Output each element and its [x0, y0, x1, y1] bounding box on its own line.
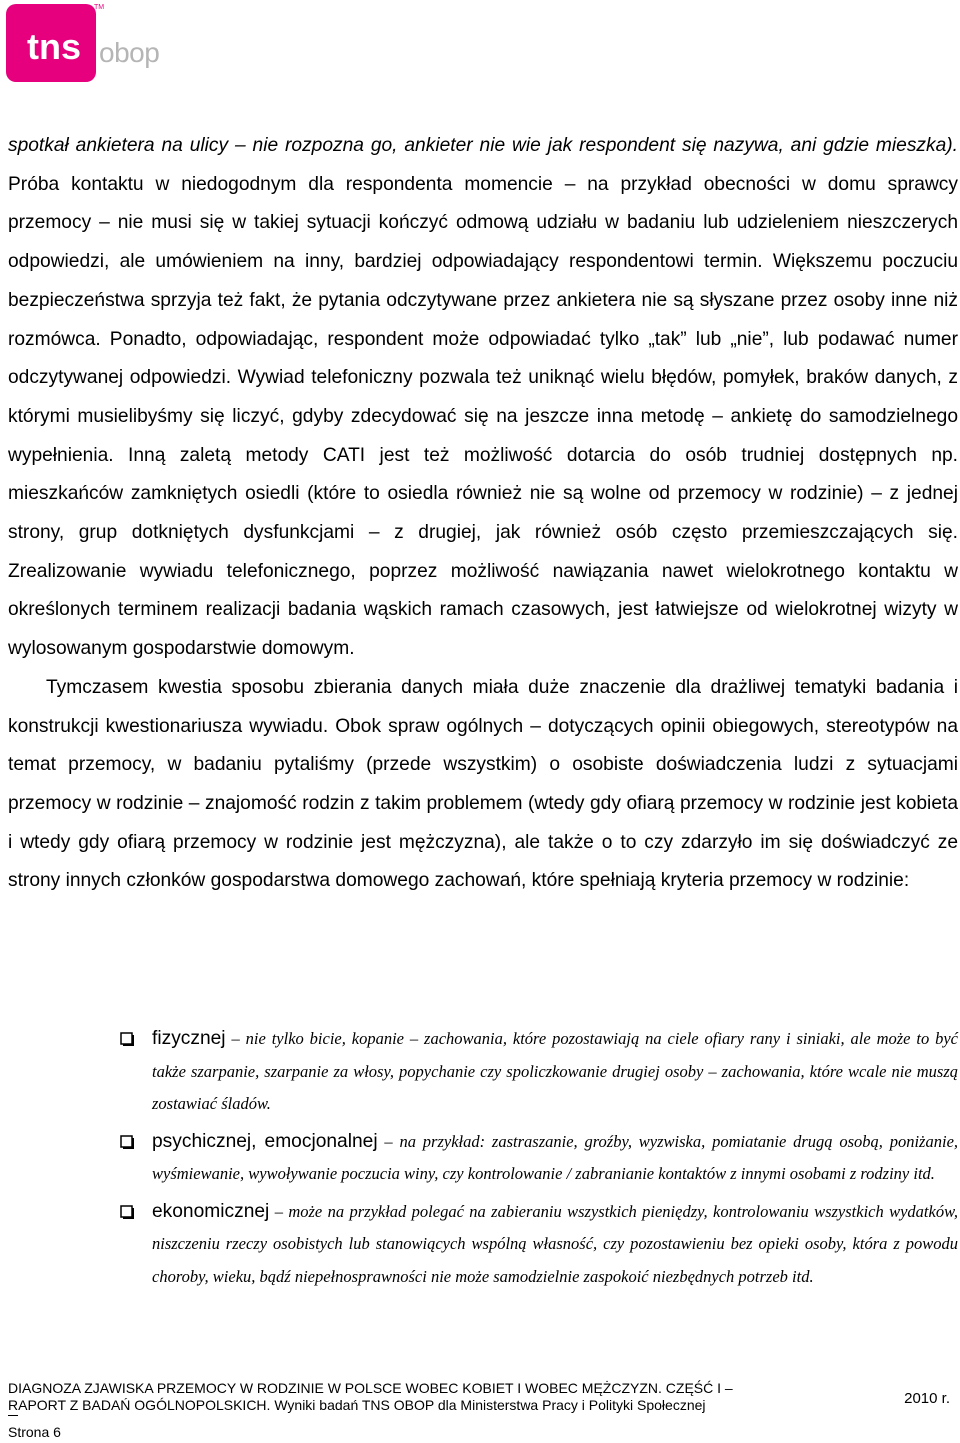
list-item-text: [152, 1126, 958, 1191]
dash-separator: –: [225, 1029, 246, 1048]
document-body: [8, 127, 958, 901]
violence-type-description: nie tylko bicie, kopanie – zachowania, które pozostawiają na ciele ofiary rany i siniaki, ale może to być także szarpanie, szarpanie za włosy, popychanie czy spoliczkowanie drugiej osoby – zachowania, które wcale nie muszą zostawiać śladów.: [152, 1029, 959, 1113]
violence-type-description: na przykład: zastraszanie, groźby, wyzwiska, pomiatanie drugą osobą, poniżanie, wyśmiewanie, wywoływanie poczucia winy, czy kontrolowanie / zabranianie kontaktów z innymi osobami z rodziny itd.: [152, 1131, 959, 1183]
list-item: [120, 1126, 958, 1191]
checkbox-bullet-icon: [120, 1032, 134, 1046]
footer-rule: [8, 1415, 18, 1416]
list-item-text: [152, 1196, 958, 1294]
list-item: [120, 1023, 958, 1121]
dash-separator: –: [377, 1131, 400, 1151]
page-number: Strona 6: [8, 1424, 61, 1440]
list-item-text: [152, 1023, 958, 1121]
svg-text:tns: tns: [27, 26, 81, 67]
paragraph-1-rest: Próba kontaktu w niedogodnym dla respondenta momencie – na przykład obecności w domu sprawcy przemocy – nie musi się w takiej sytuacji kończyć odmową udziału w badaniu lub udzieleniem nieszczerych odpowiedzi, ale umówieniem na inny, bardziej odpowiadający respondentowi termin. Większemu poczuciu bezpieczeństwa sprzyja też fakt, że pytania odczytywane przez ankietera nie są słyszane przez osoby inne niż rozmówca. Ponadto, odpowiadając, respondent może odpowiadać tylko „tak” lub „nie”, lub podawać numer odczytywanej odpowiedzi. Wywiad telefoniczny pozwala też uniknąć wielu błędów, pomyłek, braków danych, z którymi musielibyśmy się liczyć, gdyby zdecydować się na jeszcze inna metodę – ankietę do samodzielnego wypełnienia. Inną zaletą metody CATI jest też możliwość dotarcia do osób trudniej dostępnych np. mieszkańców zamkniętych osiedli (które to osiedla również nie są wolne od przemocy w rodzinie) – z jednej strony, grup dotkniętych dysfunkcjami – z drugiej, jak również osób często przemieszczających się. Zrealizowanie wywiadu telefonicznego, poprzez możliwość nawiązania nawet wielokrotnego kontaktu w określonych terminem realizacji badania wąskich ramach czasowych, jest łatwiejsze od wielokrotnej wizyty w wylosowanym gospodarstwie domowym.: [8, 173, 958, 660]
checkbox-bullet-icon: [120, 1135, 134, 1149]
paragraph-2: Tymczasem kwestia sposobu zbierania danych miała duże znaczenie dla drażliwej tematyki badania i konstrukcji kwestionariusza wywiadu. Obok spraw ogólnych – dotyczących opinii obiegowych, stereotypów na temat przemocy, w badaniu pytaliśmy (przede wszystkim) o osobiste doświadczenia ludzi z sytuacjami przemocy w rodzinie – znajomość rodzin z takim problemem (wtedy gdy ofiarą przemocy w rodzinie jest kobieta i wtedy gdy ofiarą przemocy w rodzinie jest mężczyzna), ale także o to czy zdarzyło im się doświadczyć ze strony innych członków gospodarstwa domowego zachowań, które spełniają kryteria przemocy w rodzinie:: [8, 676, 958, 892]
violence-type-description: może na przykład polegać na zabieraniu wszystkich pieniędzy, kontrolowaniu wszystkich wydatków, niszczeniu rzeczy osobistych lub stanowiących wspólną własność, czy pozostawieniu bez opieki osoby, która z powodu choroby, wieku, bądź niepełnosprawności nie może samodzielnie zaspokoić niezbędnych potrzeb itd.: [152, 1201, 958, 1286]
violence-type-term: fizycznej: [152, 1028, 226, 1049]
list-item: [120, 1196, 958, 1294]
paragraph-1-lead: spotkał ankietera na ulicy – nie rozpozna go, ankieter nie wie jak respondent się nazywa, ani gdzie mieszka).: [8, 135, 958, 156]
logo-tns-wordmark: [6, 4, 96, 82]
page-footer: [8, 1380, 958, 1440]
logo-mark: [6, 4, 96, 82]
footer-year: 2010 r.: [904, 1390, 950, 1407]
checkbox-bullet-icon: [120, 1205, 134, 1219]
violence-type-term: ekonomicznej: [152, 1200, 270, 1222]
violence-types-list: [120, 1023, 958, 1298]
violence-type-term: psychicznej, emocjonalnej: [152, 1130, 378, 1152]
logo-obop-text: obop: [99, 37, 160, 68]
paragraph-1: [8, 127, 958, 669]
dash-separator: –: [269, 1201, 289, 1221]
footer-report-title: DIAGNOZA ZJAWISKA PRZEMOCY W RODZINIE W POLSCE WOBEC KOBIET I WOBEC MĘŻCZYZN. CZĘŚĆ I – RAPORT Z BADAŃ OGÓLNOPOLSKICH. Wyniki badań TNS OBOP dla Ministerstwa Pracy i Polityki Społecznej: [8, 1380, 733, 1413]
tns-obop-logo: [6, 4, 160, 82]
trademark-mark: TM: [94, 4, 105, 11]
